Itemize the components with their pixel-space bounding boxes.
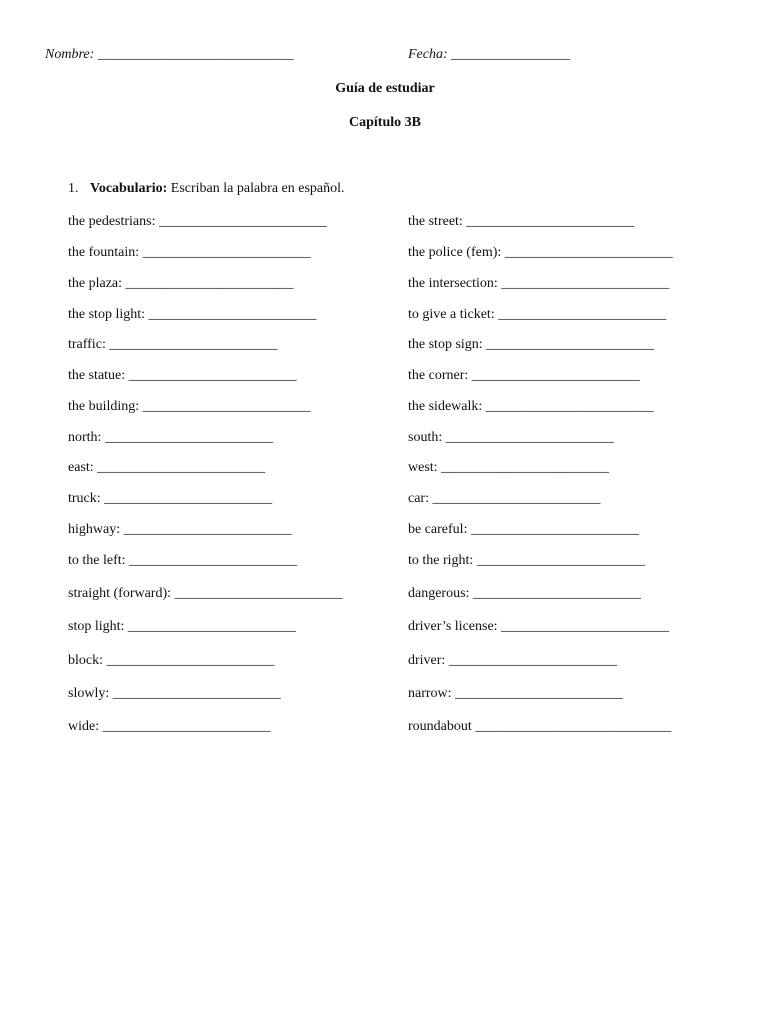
vocab-item: south: ________________________ bbox=[408, 430, 614, 445]
vocab-item: to the left: ________________________ bbox=[68, 553, 298, 568]
name-blank: ____________________________ bbox=[97, 47, 294, 62]
date-blank: _________________ bbox=[451, 47, 571, 62]
vocab-item: car: ________________________ bbox=[408, 491, 601, 506]
vocab-item: the street: ________________________ bbox=[408, 214, 635, 229]
vocab-item: north: ________________________ bbox=[68, 430, 273, 445]
vocab-item: narrow: ________________________ bbox=[408, 686, 624, 701]
vocab-item: the sidewalk: ________________________ bbox=[408, 399, 654, 414]
vocab-item: the fountain: ________________________ bbox=[68, 245, 311, 260]
vocab-item: east: ________________________ bbox=[68, 460, 266, 475]
section-instruction: Escriban la palabra en español. bbox=[170, 181, 345, 196]
vocab-item: west: ________________________ bbox=[408, 460, 610, 475]
vocab-item: straight (forward): ________________________ bbox=[68, 586, 343, 601]
name-label: Nombre: bbox=[45, 47, 95, 62]
vocab-item: wide: ________________________ bbox=[68, 719, 271, 734]
vocab-item: to the right: ________________________ bbox=[408, 553, 645, 568]
vocab-item: driver: ________________________ bbox=[408, 653, 617, 668]
vocab-item: traffic: ________________________ bbox=[68, 337, 278, 352]
date-label: Fecha: bbox=[408, 47, 448, 62]
vocab-item: the police (fem): ________________________ bbox=[408, 245, 673, 260]
section-number: 1. bbox=[68, 181, 79, 196]
chapter-title: Capítulo 3B bbox=[349, 115, 421, 130]
date-field bbox=[408, 47, 570, 63]
vocab-item: the stop light: ________________________ bbox=[68, 307, 317, 322]
section-label: Vocabulario: bbox=[90, 181, 168, 196]
name-field bbox=[45, 47, 294, 63]
vocab-item: the intersection: ________________________ bbox=[408, 276, 670, 291]
vocab-item: to give a ticket: ________________________ bbox=[408, 307, 667, 322]
vocab-item: driver’s license: ________________________ bbox=[408, 619, 670, 634]
vocab-item: the building: ________________________ bbox=[68, 399, 311, 414]
vocab-item: dangerous: ________________________ bbox=[408, 586, 641, 601]
vocab-item: the stop sign: ________________________ bbox=[408, 337, 655, 352]
worksheet-title: Guía de estudiar bbox=[335, 81, 435, 96]
vocab-item: the pedestrians: ________________________ bbox=[68, 214, 327, 229]
vocab-item: highway: ________________________ bbox=[68, 522, 292, 537]
vocab-item: roundabout ____________________________ bbox=[408, 719, 672, 734]
section-heading bbox=[68, 181, 345, 197]
vocab-item: be careful: ________________________ bbox=[408, 522, 639, 537]
vocab-item: the corner: ________________________ bbox=[408, 368, 640, 383]
vocab-item: slowly: ________________________ bbox=[68, 686, 281, 701]
vocab-item: block: ________________________ bbox=[68, 653, 275, 668]
vocab-item: the plaza: ________________________ bbox=[68, 276, 294, 291]
vocab-item: the statue: ________________________ bbox=[68, 368, 297, 383]
vocab-item: stop light: ________________________ bbox=[68, 619, 296, 634]
vocab-item: truck: ________________________ bbox=[68, 491, 273, 506]
